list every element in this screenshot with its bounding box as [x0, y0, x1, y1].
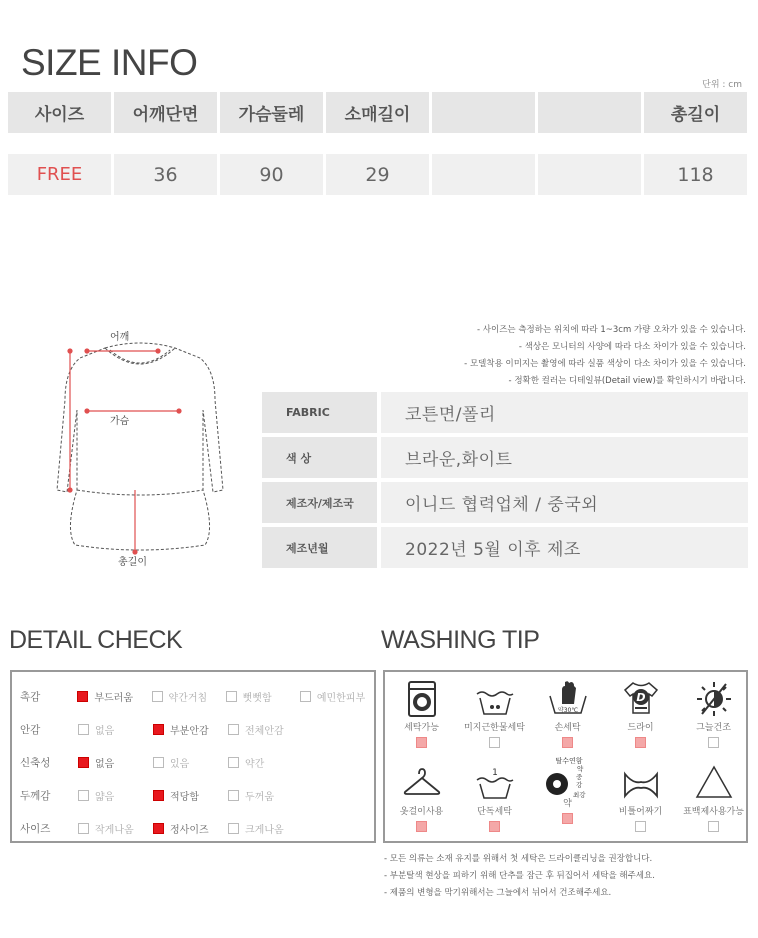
separate-wash-number: 1: [491, 768, 498, 778]
option-label: 없음: [95, 759, 115, 770]
washing-note-line: - 제품의 변형을 막기위해서는 그늘에서 뉘어서 건조해주세요.: [384, 888, 612, 898]
detail-option[interactable]: [78, 755, 153, 770]
washing-item: [604, 680, 677, 760]
size-value-cell: [432, 154, 535, 195]
size-value-cell: FREE: [8, 154, 111, 195]
option-label: 정사이즈: [170, 825, 209, 836]
washing-notes: [384, 851, 655, 902]
detail-option[interactable]: [78, 821, 153, 836]
washing-label: 약: [563, 799, 572, 809]
detail-row: [20, 680, 374, 713]
shoulder-label: 어깨: [110, 332, 130, 343]
detail-row: [20, 746, 374, 779]
spin-level: 약: [576, 765, 583, 773]
shade-dry-icon: [694, 680, 734, 718]
option-label: 없음: [95, 726, 115, 737]
size-header-cell: 소매길이: [326, 92, 429, 133]
detail-option[interactable]: [153, 722, 228, 737]
note-line: - 사이즈는 측정하는 위치에 따라 1~3cm 가량 오차가 있을 수 있습니다.: [477, 325, 746, 335]
size-notes: [464, 322, 746, 390]
washing-checkbox[interactable]: [562, 813, 573, 824]
size-header-cell: [432, 92, 535, 133]
washing-machine-icon: [402, 680, 442, 718]
note-line: - 모델착용 이미지는 촬영에 따라 실품 색상이 다소 차이가 있을 수 있습니다.: [464, 359, 746, 369]
washing-item: [385, 764, 458, 844]
size-value-cell: [538, 154, 641, 195]
checkbox[interactable]: [300, 691, 311, 702]
unit-label: 단위 : cm: [702, 80, 742, 90]
detail-option[interactable]: [228, 788, 303, 803]
fabric-row: [262, 437, 748, 478]
lukewarm-wash-icon: [475, 680, 515, 718]
washing-label: 비틀어짜기: [618, 807, 663, 817]
fabric-row-label: 제조년월: [262, 527, 377, 568]
option-label: 있음: [170, 759, 190, 770]
detail-option[interactable]: [228, 722, 303, 737]
washing-item: [458, 680, 531, 760]
option-label: 약간: [245, 759, 265, 770]
garment-diagram: [55, 330, 225, 570]
washing-label: 손세탁: [554, 723, 581, 733]
washing-label: 세탁가능: [404, 723, 439, 733]
checkbox[interactable]: [228, 724, 239, 735]
option-label: 작게나옴: [95, 825, 134, 836]
detail-row-label: 사이즈: [20, 823, 51, 835]
dry-clean-letter: D: [635, 691, 646, 704]
fabric-row-value: 이니드 협력업체 / 중국외: [381, 482, 748, 523]
hand-wash-temp: 약30℃: [557, 707, 578, 714]
detail-row: [20, 779, 374, 812]
hanger-icon: [402, 764, 442, 802]
fabric-row: [262, 392, 748, 433]
checkbox[interactable]: [228, 823, 239, 834]
bleach-icon: [694, 764, 734, 802]
checkbox[interactable]: [152, 691, 163, 702]
fabric-row: [262, 527, 748, 568]
option-label: 약간거침: [168, 693, 208, 704]
fabric-table: [262, 392, 748, 572]
checkbox[interactable]: [153, 724, 164, 735]
size-value-cell: 29: [326, 154, 429, 195]
size-value-cell: 90: [220, 154, 323, 195]
option-label: 전체안감: [245, 726, 284, 737]
option-label: 부드러움: [94, 693, 133, 704]
detail-option[interactable]: [153, 788, 228, 803]
detail-option[interactable]: [153, 755, 228, 770]
fabric-row-label: 색 상: [262, 437, 377, 478]
detail-option[interactable]: [228, 821, 303, 836]
size-header-cell: 어깨단면: [114, 92, 217, 133]
washing-note-line: - 모든 의류는 소재 유지를 위해서 첫 세탁은 드라이클리닝을 권장합니다.: [384, 854, 653, 864]
checkbox[interactable]: [78, 724, 89, 735]
washing-item: [677, 764, 750, 844]
option-label: 적당함: [170, 792, 199, 803]
option-label: 예민한피부: [316, 693, 366, 704]
detail-option[interactable]: [152, 689, 226, 704]
checkbox[interactable]: [226, 691, 237, 702]
washing-checkbox[interactable]: [489, 737, 500, 748]
detail-row: [20, 812, 374, 845]
detail-check-title: DETAIL CHECK: [9, 626, 183, 654]
hand-wash-icon: [548, 680, 588, 718]
washing-checkbox[interactable]: [635, 821, 646, 832]
fabric-row-label: FABRIC: [262, 392, 377, 433]
washing-checkbox[interactable]: [562, 737, 573, 748]
spin-level: 중: [575, 773, 582, 781]
checkbox[interactable]: [228, 790, 239, 801]
length-label: 총길이: [118, 557, 147, 568]
option-label: 두꺼움: [245, 792, 274, 803]
spin-level: 최강: [572, 791, 586, 799]
detail-option[interactable]: [228, 755, 303, 770]
washing-item: [458, 764, 531, 844]
size-header-cell: 가슴둘레: [220, 92, 323, 133]
option-label: 뻣뻣함: [242, 693, 272, 704]
fabric-row-value: 2022년 5월 이후 제조: [381, 527, 748, 568]
washing-item: [677, 680, 750, 760]
washing-label: 그늘건조: [696, 723, 731, 733]
washing-item: [531, 757, 604, 844]
fabric-row-label: 제조자/제조국: [262, 482, 377, 523]
checkbox[interactable]: [78, 823, 89, 834]
checkbox[interactable]: [77, 691, 88, 702]
detail-row-label: 안감: [20, 724, 41, 736]
checkbox[interactable]: [78, 790, 89, 801]
washing-label: 미지근한물세탁: [464, 723, 525, 733]
detail-row-label: 촉감: [20, 691, 41, 703]
spin-dry-icon: [543, 756, 593, 800]
detail-row: [20, 713, 374, 746]
size-value-cell: 118: [644, 154, 747, 195]
washing-checkbox[interactable]: [708, 737, 719, 748]
detail-check-box: [10, 670, 376, 843]
washing-tip-box: [383, 670, 748, 843]
washing-item: [531, 680, 604, 760]
size-value-row: [8, 154, 748, 195]
washing-label: 드라이: [627, 723, 654, 733]
detail-option[interactable]: [78, 722, 153, 737]
washing-checkbox[interactable]: [489, 821, 500, 832]
size-info-title: SIZE INFO: [21, 42, 198, 83]
washing-checkbox[interactable]: [635, 737, 646, 748]
chest-label: 가슴: [110, 416, 130, 427]
fabric-row-value: 코튼면/폴리: [381, 392, 748, 433]
spin-title: 탈수연함: [554, 757, 583, 765]
checkbox[interactable]: [228, 757, 239, 768]
size-header-cell: 사이즈: [8, 92, 111, 133]
note-line: - 색상은 모니터의 사양에 따라 다소 차이가 있을 수 있습니다.: [518, 342, 746, 352]
detail-option[interactable]: [226, 689, 300, 704]
checkbox[interactable]: [153, 757, 164, 768]
option-label: 크게나옴: [245, 825, 284, 836]
size-table: [8, 92, 748, 195]
fabric-row: [262, 482, 748, 523]
detail-row-label: 신축성: [20, 757, 51, 769]
fabric-row-value: 브라운,화이트: [381, 437, 748, 478]
checkbox[interactable]: [153, 790, 164, 801]
note-line: - 정확한 컬러는 디테일뷰(Detail view)를 확인하시기 바랍니다.: [508, 376, 746, 386]
checkbox[interactable]: [153, 823, 164, 834]
washing-note-line: - 부분탈색 현상을 피하기 위해 단추를 잠근 후 뒤집어서 세탁을 해주세요.: [384, 871, 655, 881]
washing-label: 표백제사용가능: [683, 807, 744, 817]
size-header-row: [8, 92, 748, 133]
detail-option[interactable]: [77, 689, 151, 704]
detail-option[interactable]: [78, 788, 153, 803]
separate-wash-icon: [475, 764, 515, 802]
size-value-cell: 36: [114, 154, 217, 195]
detail-row-label: 두께감: [20, 790, 51, 802]
size-header-cell: 총길이: [644, 92, 747, 133]
washing-checkbox[interactable]: [416, 737, 427, 748]
washing-checkbox[interactable]: [416, 821, 427, 832]
option-label: 얇음: [95, 792, 115, 803]
washing-item: [385, 680, 458, 760]
spin-level: 강: [575, 781, 582, 789]
detail-option[interactable]: [300, 689, 374, 704]
no-wring-icon: [621, 764, 661, 802]
washing-label: 옷걸이사용: [399, 807, 444, 817]
washing-tip-title: WASHING TIP: [381, 626, 540, 654]
option-label: 부분안감: [170, 726, 209, 737]
washing-item: [604, 764, 677, 844]
detail-option[interactable]: [153, 821, 228, 836]
dry-clean-icon: [621, 680, 661, 718]
size-header-cell: [538, 92, 641, 133]
washing-label: 단독세탁: [477, 807, 512, 817]
washing-checkbox[interactable]: [708, 821, 719, 832]
checkbox[interactable]: [78, 757, 89, 768]
